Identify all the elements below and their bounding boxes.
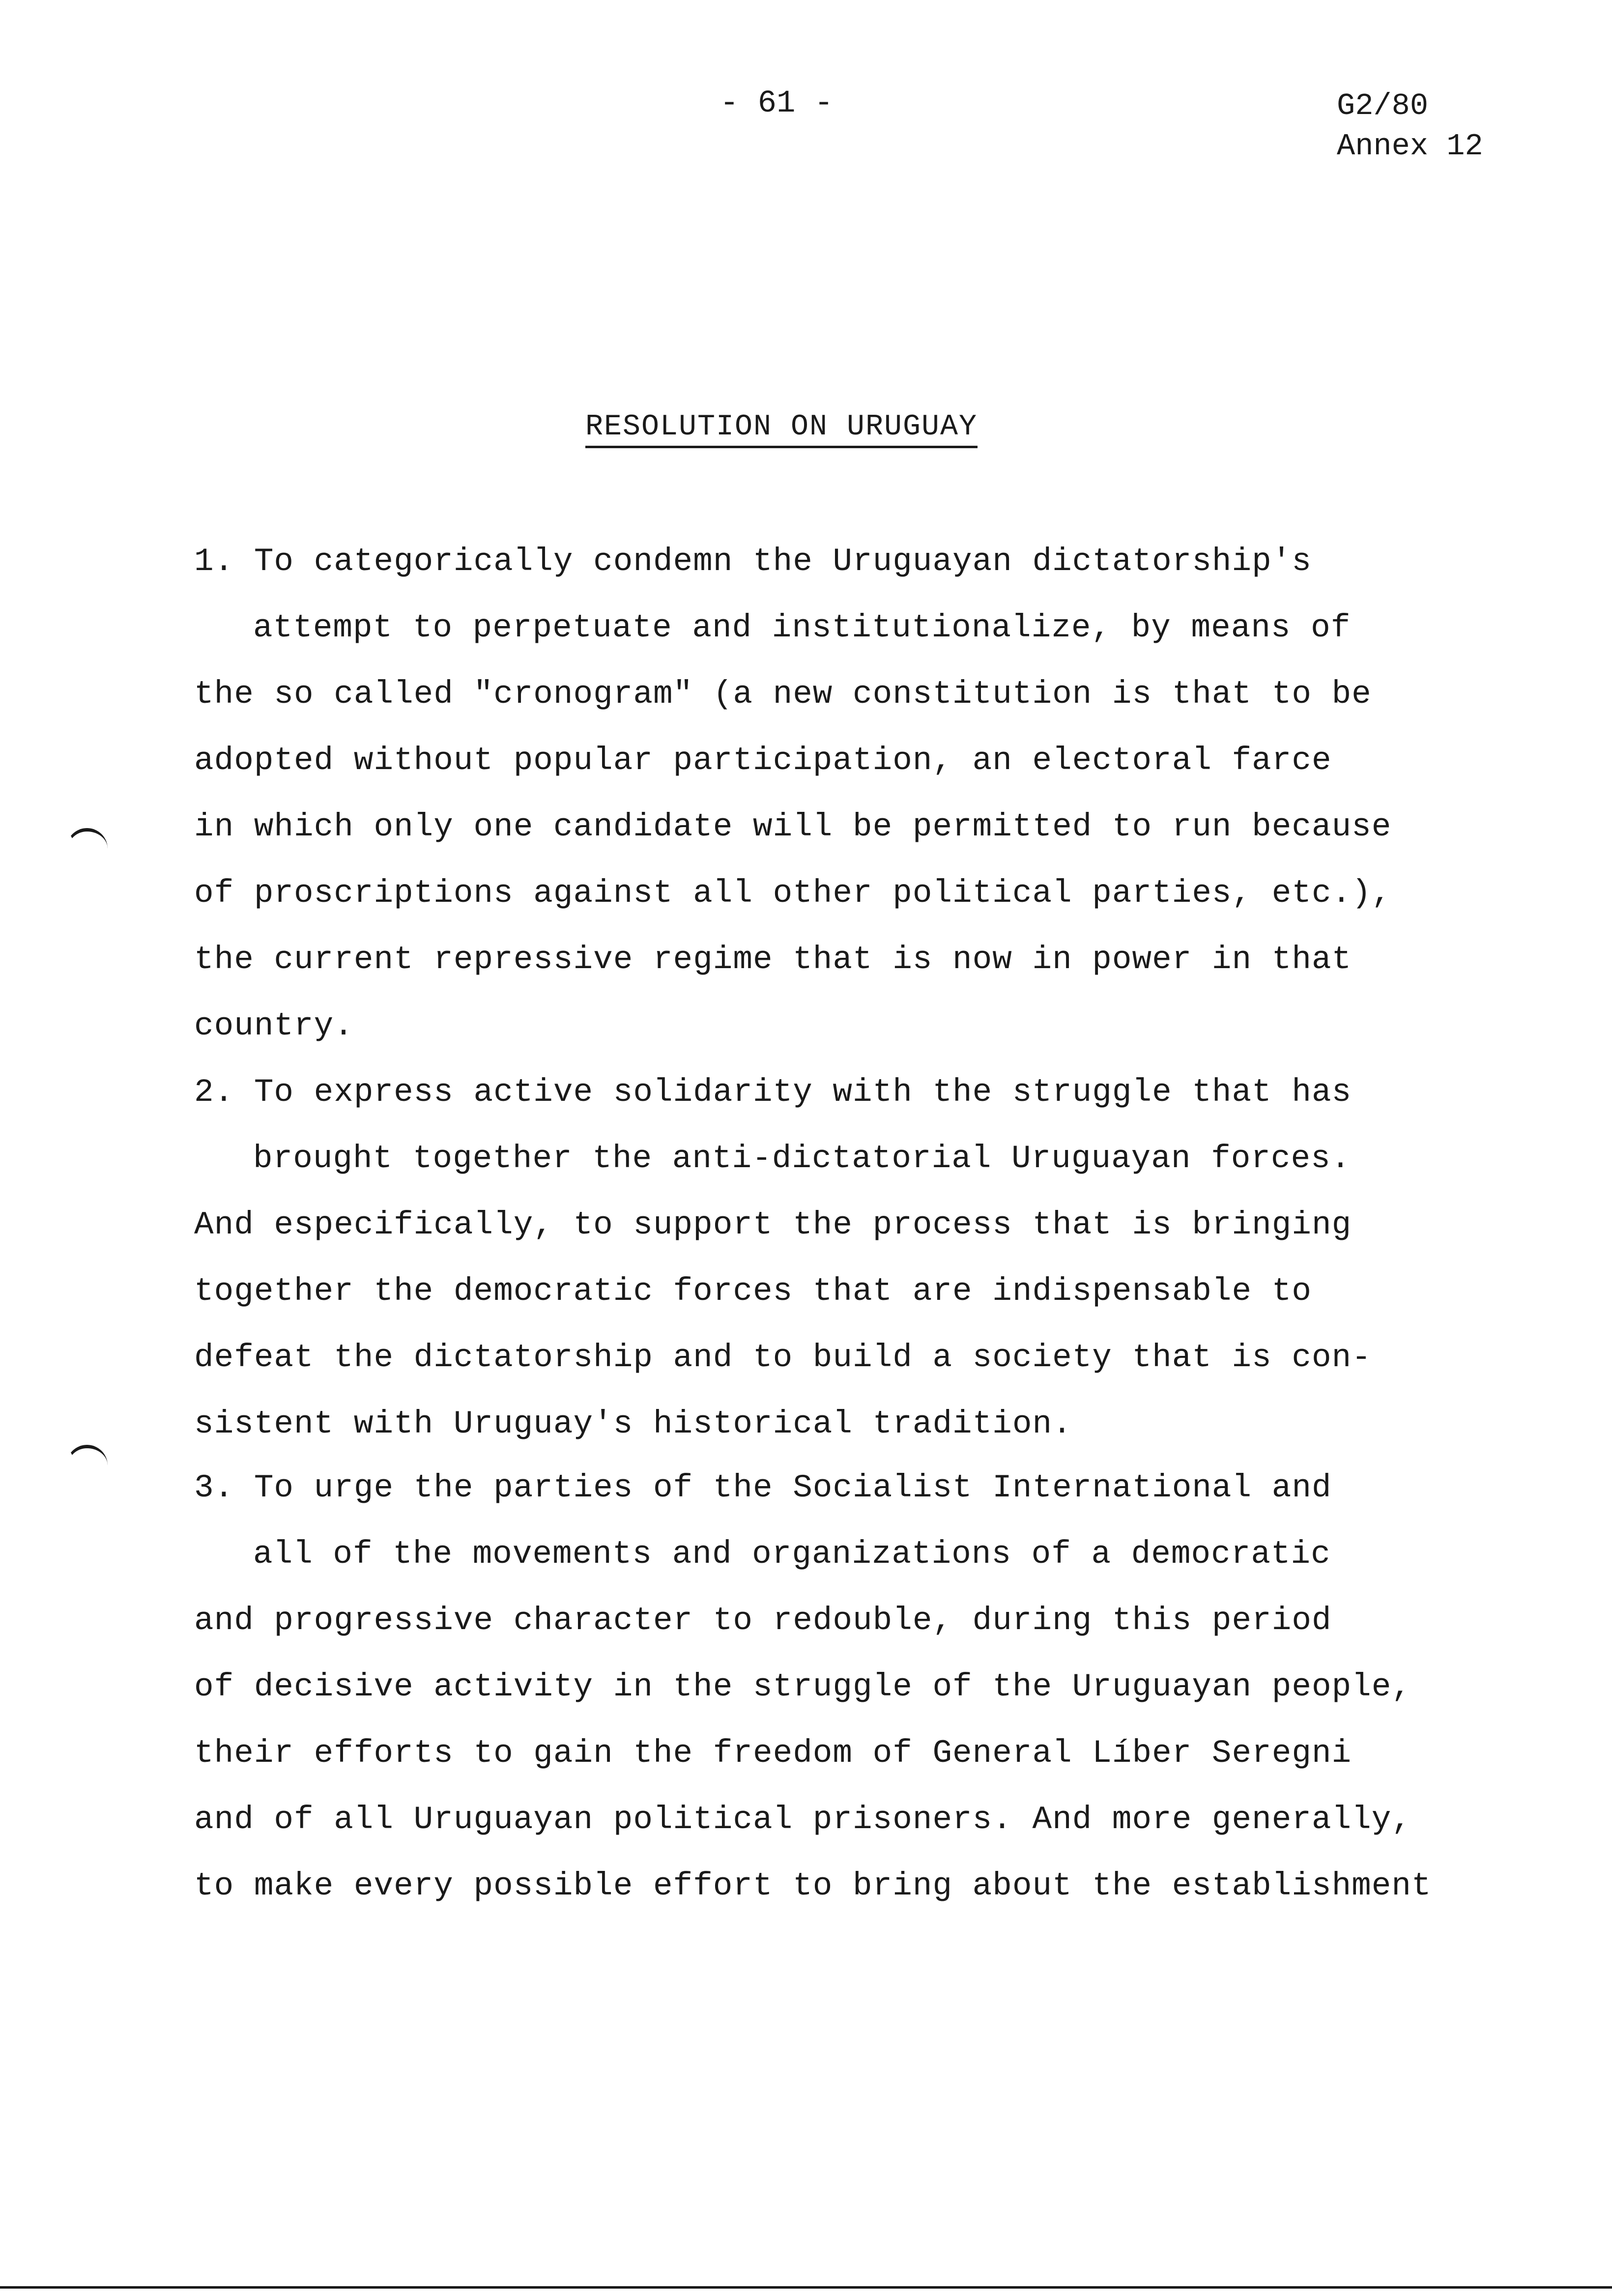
paragraph-line: in which only one candidate will be permitted to run because — [194, 808, 1392, 845]
paragraph-line: of decisive activity in the struggle of the Uruguayan people, — [194, 1668, 1411, 1705]
paragraph-line: And especifically, to support the process that is bringing — [194, 1206, 1352, 1243]
margin-mark — [66, 1445, 108, 1468]
paragraph-line: all of the movements and organizations of a democratic — [253, 1536, 1331, 1573]
paragraph-line: 2. To express active solidarity with the struggle that has — [194, 1074, 1352, 1111]
paragraph-line: 3. To urge the parties of the Socialist International and — [194, 1469, 1332, 1506]
paragraph-line: adopted without popular participation, an electoral farce — [194, 742, 1332, 779]
paragraph-line: their efforts to gain the freedom of General Líber Seregni — [194, 1735, 1352, 1772]
paragraph-line: of proscriptions against all other political parties, etc.), — [194, 875, 1392, 912]
paragraph-line: together the democratic forces that are indispensable to — [194, 1273, 1312, 1310]
annex-label: Annex 12 — [1337, 129, 1483, 164]
paragraph-line: attempt to perpetuate and institutionalize, by means of — [253, 609, 1351, 646]
bottom-rule — [0, 2286, 1612, 2289]
paragraph-line: and progressive character to redouble, during this period — [194, 1602, 1332, 1639]
document-reference — [1337, 86, 1483, 167]
paragraph-line: to make every possible effort to bring about the establishment — [194, 1867, 1432, 1904]
paragraph-line: the so called "cronogram" (a new constitution is that to be — [194, 676, 1372, 713]
paragraph-line: brought together the anti-dictatorial Uruguayan forces. — [253, 1140, 1351, 1177]
document-code: G2/80 — [1337, 88, 1429, 123]
paragraph-line: and of all Uruguayan political prisoners. And more generally, — [194, 1801, 1411, 1838]
resolution-title: RESOLUTION ON URUGUAY — [0, 410, 1563, 444]
margin-mark — [66, 828, 108, 851]
paragraph-line: sistent with Uruguay's historical tradition. — [194, 1406, 1072, 1442]
paragraph-line: country. — [194, 1007, 354, 1044]
page-number: - 61 - — [720, 86, 834, 121]
paragraph-line: 1. To categorically condemn the Uruguayan dictatorship's — [194, 543, 1312, 580]
paragraph-line: defeat the dictatorship and to build a society that is con- — [194, 1339, 1372, 1376]
paragraph-line: the current repressive regime that is now in power in that — [194, 941, 1352, 978]
